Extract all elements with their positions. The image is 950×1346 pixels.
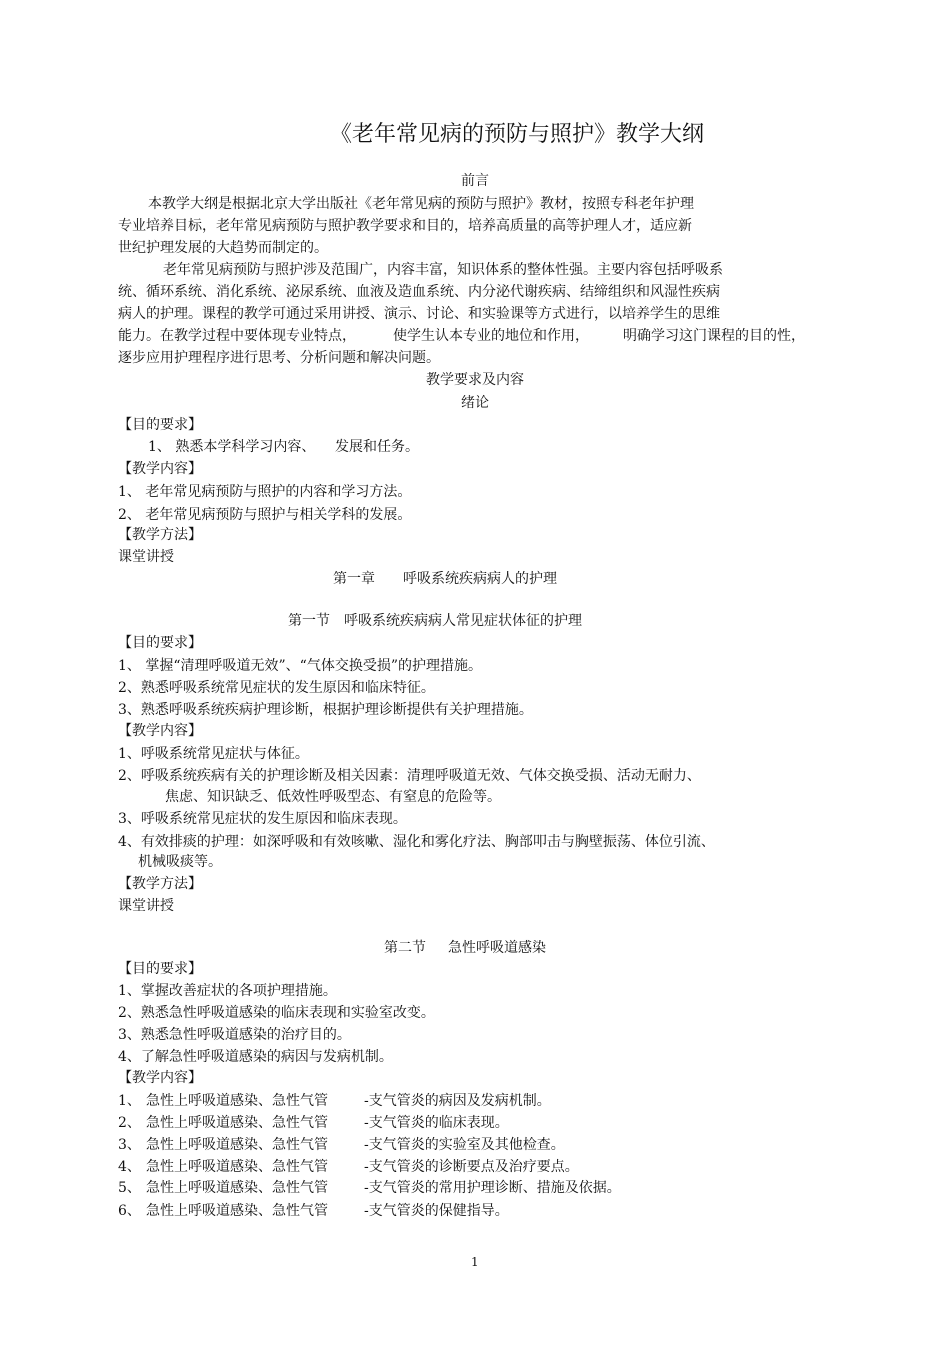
section2-content-1-no: 1、: [118, 1093, 141, 1109]
page-title: 《老年常见病的预防与照护》教学大纲: [330, 122, 705, 147]
intro-content-item-2: 2、 老年常见病预防与照护与相关学科的发展。: [118, 507, 412, 523]
preface-p2-line1: 老年常见病预防与照护涉及范围广，内容丰富，知识体系的整体性强。主要内容包括呼吸系: [163, 262, 723, 278]
intro-goal-item-b: 发展和任务。: [335, 439, 419, 455]
page-number: 1: [471, 1255, 479, 1269]
intro-method: 课堂讲授: [118, 549, 174, 565]
section2-content-2-right: -支气管炎的临床表现。: [364, 1115, 509, 1131]
section1-goal-2: 2、熟悉呼吸系统常见症状的发生原因和临床特征。: [118, 680, 435, 696]
preface-heading: 前言: [461, 173, 489, 189]
intro-goal-label: 【目的要求】: [118, 417, 202, 433]
intro-content-item-1: 1、 老年常见病预防与照护的内容和学习方法。: [118, 484, 412, 500]
section1-method-label: 【教学方法】: [118, 876, 202, 892]
section2-content-6-right: -支气管炎的保健指导。: [364, 1203, 509, 1219]
preface-p2-line4-b: 使学生认本专业的地位和作用，: [393, 328, 589, 344]
section2-content-4-no: 4、: [118, 1159, 141, 1175]
preface-p2-line2: 统、循环系统、消化系统、泌尿系统、血液及造血系统、内分泌代谢疾病、结缔组织和风湿性疾病: [118, 284, 720, 300]
section1-goal-3: 3、熟悉呼吸系统疾病护理诊断，根据护理诊断提供有关护理措施。: [118, 702, 533, 718]
section2-heading: [384, 941, 546, 955]
section2-content-1-left: 急性上呼吸道感染、急性气管: [146, 1093, 328, 1109]
section2-content-5-left: 急性上呼吸道感染、急性气管: [146, 1180, 328, 1196]
section1-content-4-cont: 机械吸痰等。: [138, 854, 222, 870]
section2-content-3-no: 3、: [118, 1137, 141, 1153]
section2-content-5-no: 5、: [118, 1180, 141, 1196]
section2-content-1-right: -支气管炎的病因及发病机制。: [364, 1093, 551, 1109]
section2-content-6-left: 急性上呼吸道感染、急性气管: [146, 1203, 328, 1219]
section1-content-4: 4、有效排痰的护理：如深呼吸和有效咳嗽、湿化和雾化疗法、胸部叩击与胸壁振荡、体位引流、: [118, 834, 715, 850]
section1-content-1: 1、呼吸系统常见症状与体征。: [118, 746, 309, 762]
intro-goal-item-a: 1、 熟悉本学科学习内容、: [148, 439, 316, 455]
section1-title: 呼吸系统疾病病人常见症状体征的护理: [344, 613, 582, 629]
preface-p2-line5: 逐步应用护理程序进行思考、分析问题和解决问题。: [118, 350, 440, 366]
preface-p2-line3: 病人的护理。课程的教学可通过采用讲授、演示、讨论、和实验课等方式进行，以培养学生的思维: [118, 306, 720, 322]
preface-p2-line4-a: 能力。在教学过程中要体现专业特点，: [118, 328, 356, 344]
section1-content-2: 2、呼吸系统疾病有关的护理诊断及相关因素：清理呼吸道无效、气体交换受损、活动无耐力、: [118, 768, 701, 784]
section2-title: 急性呼吸道感染: [448, 940, 546, 956]
preface-p1-line2: 专业培养目标，老年常见病预防与照护教学要求和目的，培养高质量的高等护理人才，适应新: [118, 218, 692, 234]
intro-heading: 绪论: [461, 395, 489, 411]
section1-content-2-cont: 焦虑、知识缺乏、低效性呼吸型态、有窒息的危险等。: [165, 789, 501, 805]
chapter1-heading: [333, 572, 557, 586]
section2-content-label: 【教学内容】: [118, 1070, 202, 1086]
intro-content-label: 【教学内容】: [118, 461, 202, 477]
section2-goal-4: 4、了解急性呼吸道感染的病因与发病机制。: [118, 1049, 393, 1065]
requirements-heading: 教学要求及内容: [426, 372, 524, 388]
section2-goal-1: 1、掌握改善症状的各项护理措施。: [118, 983, 337, 999]
section2-content-3-right: -支气管炎的实验室及其他检查。: [364, 1137, 565, 1153]
section2-content-4-right: -支气管炎的诊断要点及治疗要点。: [364, 1159, 579, 1175]
section2-content-2-left: 急性上呼吸道感染、急性气管: [146, 1115, 328, 1131]
section2-content-2-no: 2、: [118, 1115, 141, 1131]
intro-method-label: 【教学方法】: [118, 527, 202, 543]
section2-content-4-left: 急性上呼吸道感染、急性气管: [146, 1159, 328, 1175]
chapter1-title: 呼吸系统疾病病人的护理: [403, 571, 557, 587]
section2-number: 第二节: [384, 940, 426, 956]
section2-goal-2: 2、熟悉急性呼吸道感染的临床表现和实验室改变。: [118, 1005, 435, 1021]
section1-content-3: 3、呼吸系统常见症状的发生原因和临床表现。: [118, 811, 407, 827]
preface-p2-line4-c: 明确学习这门课程的目的性，: [623, 328, 805, 344]
chapter1-number: 第一章: [333, 571, 375, 587]
section2-content-3-left: 急性上呼吸道感染、急性气管: [146, 1137, 328, 1153]
section2-content-6-no: 6、: [118, 1203, 141, 1219]
section1-heading: [288, 614, 582, 628]
preface-p1-line3: 世纪护理发展的大趋势而制定的。: [118, 240, 328, 256]
section2-goal-label: 【目的要求】: [118, 961, 202, 977]
section1-number: 第一节: [288, 613, 330, 629]
preface-p1-line1: 本教学大纲是根据北京大学出版社《老年常见病的预防与照护》教材，按照专科老年护理: [148, 196, 694, 212]
section1-content-label: 【教学内容】: [118, 723, 202, 739]
section2-content-5-right: -支气管炎的常用护理诊断、措施及依据。: [364, 1180, 621, 1196]
section2-goal-3: 3、熟悉急性呼吸道感染的治疗目的。: [118, 1027, 351, 1043]
section1-goal-1: 1、 掌握“清理呼吸道无效”、“气体交换受损”的护理措施。: [118, 658, 482, 674]
section1-method: 课堂讲授: [118, 898, 174, 914]
section1-goal-label: 【目的要求】: [118, 635, 202, 651]
